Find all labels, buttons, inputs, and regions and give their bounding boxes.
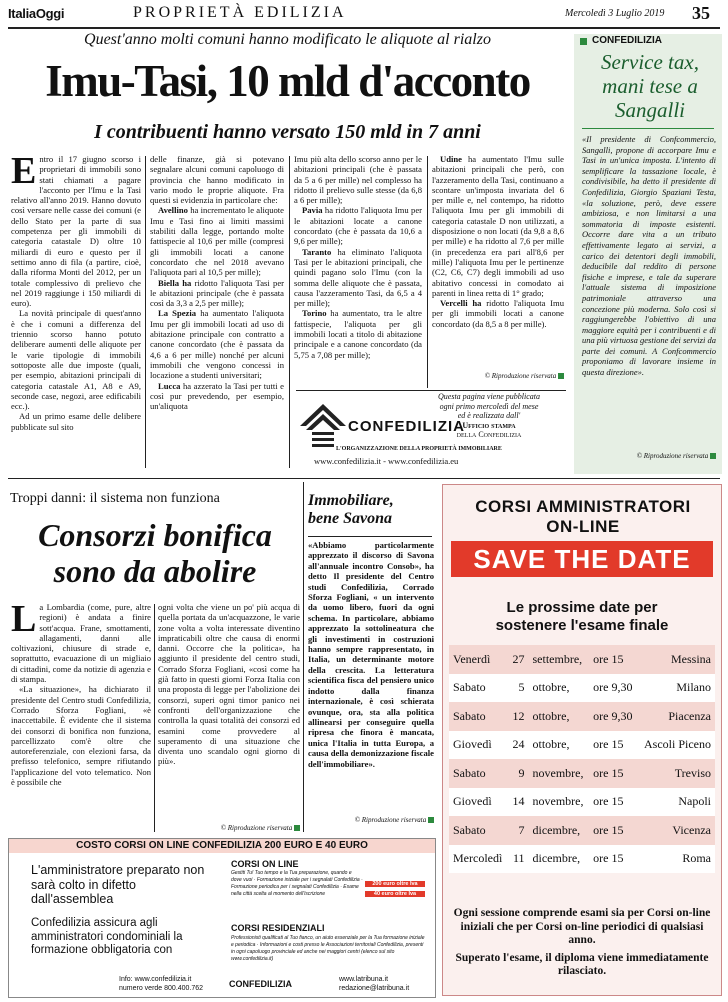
ad-costo [8, 838, 436, 998]
ad-corsi-sub: Le prossime date per sostenere l'esame finale [495, 599, 669, 634]
main-col-4: Udine ha aumentato l'Imu sulle abitazioni principali che però, con l'azzeramento della Tasi, continuano a scontare un'imposta invariata del 6 per mille e, nel contempo, ha ridotto l'aliquota Imu per gli immobili di categoria catastale D non utilizzati, a disposizione o non locati (da 9,8 a 8,6 per mille) e ha ridotto al 7,6 per mille (in precedenza era pari all'8,6 per mille) l'aliquota Imu per le pertinenze (C2, C6, C7) degli immobili ad uso abitativo concessi in comodato ai parenti in linea retta di 1° grado; Vercelli ha ridotto l'aliquota Imu per gli immobili locati a canone concordato (da 8,5 a 8 per mille). [432, 154, 565, 329]
info-line-2: numero verde 800.400.762 [119, 985, 204, 992]
exam-date-cell: ore 9,30 [589, 674, 638, 703]
online-text: Gestiti Tu! Tuo tempo e la Tua preparazione, quando e dove vuoi · Formazione iniziale per i segnalati Confedilizia · Formazione periodica per i segnalati Confedilizia · Esame nella città scelta al momento dell'iscrizione [231, 870, 363, 897]
exam-date-cell: 5 [508, 674, 529, 703]
exam-date-cell: 12 [508, 702, 529, 731]
ad-costo-logo: CONFEDILIZIA [229, 979, 292, 989]
sidebar-repro: © Riproduzione riservata [582, 452, 716, 460]
info-line-1[interactable]: Info: www.confedilizia.it [119, 976, 192, 983]
tribuna-url[interactable]: www.latribuna.it [339, 976, 389, 983]
exam-date-cell: 11 [508, 845, 529, 874]
exam-date-row [449, 645, 715, 674]
exam-date-cell: novembre, [529, 759, 590, 788]
exam-date-cell: Treviso [638, 759, 715, 788]
main-headline: Imu-Tasi, 10 mld d'acconto [45, 56, 530, 106]
exam-dates-table [449, 645, 715, 873]
exam-date-cell: ore 15 [589, 759, 638, 788]
residential-title: CORSI RESIDENZIALI [231, 923, 325, 933]
main-subhead: I contribuenti hanno versato 150 mld in 7 anni [94, 121, 481, 143]
main-col-2: delle finanze, già si potevano segnalare alcuni comuni capoluogo di provincia che hanno modificato in vario modo le proprie aliquote. Fra questi si evidenzia in particolare che: Avellino ha incrementato le aliquote Imu e Tasi fino ai limiti massimi stabiliti dalla legge, portando molte fattispecie al 10,6 per mille (compresi gli immobili locati a canone concordato che nel 2018 avevano l'aliquota pari al 10,5 per mille); Biella ha ridotto l'aliquota Tasi per le abitazioni principale (che è passata così da 3,3 a 2,5 per mille); La Spezia ha aumentato l'aliquota Imu per gli immobili locati ad uso di abitazione principale con contratto a canone concordato (che è passata da 4,6 a 6 per mille) nonché per alcuni immobili che vengono concessi in locazione a studenti universitari; Lucca ha azzerato la Tasi per tutti e così pur prevedendo, per esempio, un'aliquota [150, 154, 284, 412]
exam-date-cell: 9 [508, 759, 529, 788]
main-repro: © Riproduzione riservata [432, 372, 564, 380]
exam-date-row [449, 845, 715, 874]
residential-text: Professionisti qualificati al Tuo fianco, un aiuto essenziale per la Tua formazione iniziale e periodica · Informazioni e costi presso le Associazioni territoriali Confedilizia, presenti in ogni capoluogo provinciale ed anche nei maggiori centri (elenco sul sito www.confedilizia.it) [231, 935, 425, 962]
exam-date-cell: Venerdì [449, 645, 508, 674]
exam-date-cell: Roma [638, 845, 715, 874]
exam-date-cell: ore 15 [589, 731, 638, 760]
exam-date-row [449, 759, 715, 788]
exam-date-cell: Piacenza [638, 702, 715, 731]
section-title: PROPRIETÀ EDILIZIA [133, 4, 347, 21]
exam-date-cell: Milano [638, 674, 715, 703]
exam-date-cell: 27 [508, 645, 529, 674]
exam-date-cell: Sabato [449, 702, 508, 731]
exam-date-cell: ottobre, [529, 731, 590, 760]
confedilizia-logo-sub: L'ORGANIZZAZIONE DELLA PROPRIETÀ IMMOBILIARE [336, 446, 502, 452]
ad-costo-banner: COSTO CORSI ON LINE CONFEDILIZIA 200 EURO E 40 EURO [9, 839, 435, 853]
ad-corsi-foot: Ogni sessione comprende esami sia per Corsi on-line iniziali che per Corsi on-line periodici di qualsiasi anno. Superato l'esame, il diploma viene immediatamente rilasciato. [453, 907, 711, 977]
exam-date-cell: ore 15 [589, 645, 638, 674]
sidebar-label: CONFEDILIZIA [592, 35, 662, 46]
exam-date-cell: Giovedì [449, 731, 508, 760]
ad-costo-left2: Confedilizia assicura agli amministratori condominiali la formazione obbligatoria con [31, 917, 183, 956]
exam-date-row [449, 702, 715, 731]
savona-title: Immobiliare, bene Savona [308, 492, 394, 527]
exam-date-row [449, 674, 715, 703]
consorzi-repro: © Riproduzione riservata [158, 824, 300, 832]
page-number: 35 [692, 3, 710, 23]
consorzi-headline: Consorzi bonifica sono da abolire [38, 517, 272, 589]
main-col-3: Imu più alta dello scorso anno per le abitazioni principali (che è passata da 5 a 6 per mille) nel complesso ha ridotto il prelievo sulle stesse (da 6,8 a 6 per mille); Pavia ha ridotto l'aliquota Imu per le abitazioni locate a canone concordato (che è passata da 10,6 a 9,6 per mille); Taranto ha eliminato l'aliquota Tasi per le abitazioni principali, che quindi pagano solo l'Imu (con la somma delle aliquote che è passata, causa l'azzeramento Tasi, da 6,5 a 4 per mille); Torino ha aumentato, tra le altre fattispecie, l'aliquota per gli immobili locati a titolo di abitazione principale e a canone concordato (da 5,75 a 7,08 per mille); [294, 154, 422, 360]
exam-date-cell: Sabato [449, 674, 508, 703]
exam-date-cell: Sabato [449, 816, 508, 845]
consorzi-col-2: ogni volta che viene un po' più acqua di quella portata da un'acquazzone, le varie zone volta a volta interessate diventino impraticabili oltre che causa di enormi danni. Occorre che la politica», ha aggiunto il presidente del centro studi, Corrado Sforza Fogliani, «così come ha già fatto in questi giorni Forza Italia con una proposta di legge per l'abolizione dei consorzi, superi ogni timor panico nei confronti dell'organizzazione che controlla la quasi totalità dei consorzi ed esamini come provvedere al superamento di una situazione che diventa uno scandalo ogni giorno di più». [158, 602, 300, 767]
ad-costo-left1: L'amministratore preparato non sarà colto in difetto dall'assemblea [31, 863, 205, 906]
main-kicker: Quest'anno molti comuni hanno modificato le aliquote al rialzo [84, 31, 491, 48]
save-the-date-banner: SAVE THE DATE [451, 541, 713, 577]
exam-date-cell: 24 [508, 731, 529, 760]
masthead-date: Mercoledì 3 Luglio 2019 [565, 8, 665, 19]
exam-date-cell: settembre, [529, 645, 590, 674]
consorzi-kicker: Troppi danni: il sistema non funziona [10, 491, 220, 506]
exam-date-row [449, 788, 715, 817]
tribuna-email[interactable]: redazione@latribuna.it [339, 985, 410, 992]
exam-date-cell: Vicenza [638, 816, 715, 845]
main-col-1: Entro il 17 giugno scorso i proprietari di immobili sono stati chiamati a pagare l'acconto per l'Imu e la Tasi relativo all'anno 2019. Hanno dovuto così versare nelle casse dei comuni (e dello Stato per la parte di sua competenza per gli immobili di categoria catastale D) oltre 10 miliardi di euro e questo per il settimo anno di fila (a partire, cioè, dalla riforma Monti del 2012, per un totale complessivo di prelievo che nel 2019 raggiunge i 150 miliardi di euro). La novità principale di quest'anno è che i comuni a differenza del triennio scorso hanno potuto deliberare aumenti delle aliquote per le varie tipologie di immobili sottoposte alle due imposte (quali, per esempio, abitazioni principali di categoria catastale A1, A8 e A9, seconde case, negozi, aree edificabili ecc.). Ad un primo esame delle delibere pubblicate sul sito [11, 150, 141, 432]
exam-date-cell: Giovedì [449, 788, 508, 817]
exam-date-cell: 7 [508, 816, 529, 845]
confedilizia-logo: CONFEDILIZIA [348, 418, 465, 435]
exam-date-cell: Napoli [638, 788, 715, 817]
exam-date-cell: ottobre, [529, 702, 590, 731]
consorzi-col-1: La Lombardia (come, pure, altre regioni) è andata a finire sott'acqua. Frane, smottamenti, allagamenti, danni alle coltivazioni, chiusure di strade e, soprattutto, evacuazione di un migliaio di cittadini, come da notizie di agenzia e di stampa. «La situazione», ha dichiarato il presidente del Centro studi Confedilizia, Corrado Sforza Fogliani, «è inaccettabile. È evidente che il sistema dei consorzi di bonifica non funziona, parcellizzato com'è oltre che autoreferenziale, con elezioni farsa, da prefisso telefonico, sempre rifiutando l'applicazione del voto telematico. Non è possibile che [11, 598, 151, 788]
masthead-logo: ItaliaOggi [8, 6, 65, 21]
confedilizia-url[interactable]: www.confedilizia.it - www.confedilizia.eu [314, 456, 459, 466]
confedilizia-box: Questa pagina viene pubblicata ogni primo mercoledì del mese ed è realizzata dall' Ufficio stampa della Confedilizia CONFEDILIZIA L'ORGANIZZAZIONE DELLA PROPRIETÀ IMMOBILIARE www.confedilizia.it - www.confedilizia.eu [296, 390, 566, 470]
exam-date-cell: 14 [508, 788, 529, 817]
exam-date-cell: Ascoli Piceno [638, 731, 715, 760]
exam-date-cell: ore 15 [589, 788, 638, 817]
exam-date-cell: ottobre, [529, 674, 590, 703]
exam-date-cell: ore 9,30 [589, 702, 638, 731]
ad-corsi-heading: CORSI AMMINISTRATORI ON-LINE [475, 497, 691, 536]
ad-corsi [442, 484, 722, 996]
sidebar-text: «Il presidente di Confcommercio, Sangalli, propone di accorpare Imu e Tasi in un'unica imposta. L'intento di semplificare la tassazione locale, è condivisibile, ha detto il presidente di Confedilizia, Giorgio Spaziani Testa, «la soluzione, però, deve essere ambiziosa, e non limitarsi a una sommatoria di imposte esistenti. Occorre dare vita a un tributo effettivamente legato ai servizi, a carico dei detentori degli immobili, deducibile dal reddito di persone fisiche e imprese, e tale da superare l'attuale sistema di imposizione patrimoniale attraverso una concezione più moderna. Solo così si raggiungerebbe l'obiettivo di una maggiore equità per i contribuenti e di una più virtuosa gestione dei servizi da parte dei comuni. A Confcommercio proponiamo di lavorare insieme in questa direzione». [582, 134, 716, 378]
price-2: 40 euro oltre Iva [365, 891, 425, 897]
exam-date-cell: ore 15 [589, 845, 638, 874]
drop-cap: E [11, 150, 37, 192]
exam-date-cell: dicembre, [529, 816, 590, 845]
exam-date-cell: Messina [638, 645, 715, 674]
price-1: 200 euro oltre Iva [365, 881, 425, 887]
exam-date-row [449, 816, 715, 845]
sidebar-title: Service tax, mani tese a Sangalli [601, 50, 699, 122]
exam-date-cell: ore 15 [589, 816, 638, 845]
exam-date-cell: Sabato [449, 759, 508, 788]
masthead [8, 4, 720, 26]
exam-date-row [449, 731, 715, 760]
savona-text: «Abbiamo particolarmente apprezzato il discorso di Savona all'annuale incontro Consob», ha detto Il presidente del Centro studi Confedilizia, Corrado Sforza Fogliani, « un intervento da uomo libero, fuori da ogni schema. In particolare, abbiamo apprezzato la sottolineatura che gli investimenti in costruzioni hanno sempre rappresentato, in Italia, un determinante motore della crescita. La letteratura scientifica fisca del pensiero unico indotto dalla finanza internazionale, è così schierata ovunque, ora, sta alla politica allinearsi per conseguire quella ripresa che finora è mancata, unica l'Italia in tutta Europa, a causa della demonizzazione fiscale dell'immobiliare». [308, 540, 434, 769]
online-title: CORSI ON LINE [231, 859, 299, 869]
confedilizia-logo-icon [300, 400, 346, 448]
exam-date-cell: Mercoledì [449, 845, 508, 874]
savona-repro: © Riproduzione riservata [308, 816, 434, 824]
sidebar [574, 34, 722, 474]
exam-date-cell: dicembre, [529, 845, 590, 874]
exam-date-cell: novembre, [529, 788, 590, 817]
